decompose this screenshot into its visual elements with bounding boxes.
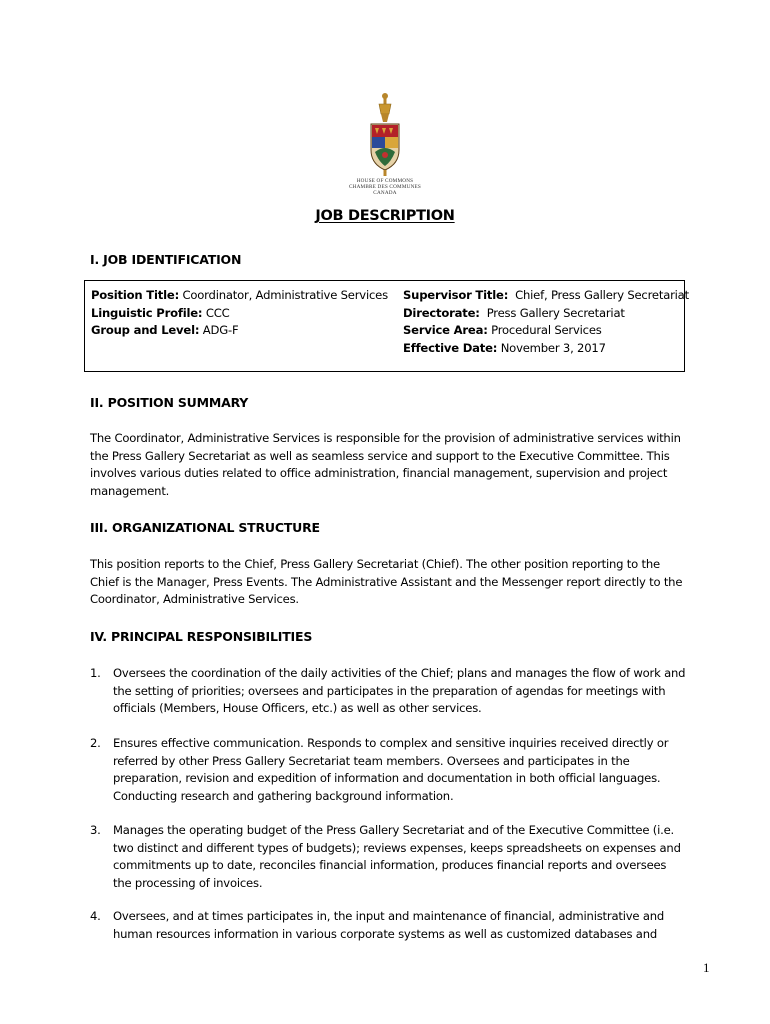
responsibility-item: 1. Oversees the coordination of the daily activities of the Chief; plans and manages the flow of work and the setting of priorities; oversees and participates in the preparation of agendas for meetings with officials (Members, House Officers, etc.) as well as other services.: [90, 666, 686, 715]
section-heading-principal-responsibilities: IV. PRINCIPAL RESPONSIBILITIES: [90, 629, 313, 644]
responsibility-item: 4. Oversees, and at times participates in, the input and maintenance of financial, administrative and human resources information in various corporate systems as well as customized databases and: [90, 909, 665, 941]
job-identification-box: [84, 280, 689, 372]
page-number: 1: [703, 960, 710, 975]
responsibility-item: 2. Ensures effective communication. Responds to complex and sensitive inquiries received directly or referred by other Press Gallery Secretariat team members. Oversees and participates in the preparation, revision and expedition of information and documentation in both official languages. Conducting research and gathering background information.: [90, 736, 669, 803]
crest: [345, 92, 425, 198]
service-area-row: Service Area: Procedural Services: [403, 323, 602, 337]
position-summary-text: The Coordinator, Administrative Services is responsible for the provision of administrative services within the Press Gallery Secretariat as well as seamless service and support to the Executive Committee. This involves various duties related to office administration, financial management, supervision and project management.: [90, 431, 681, 498]
identification-left-column: [91, 287, 388, 340]
house-of-commons-crest-icon: [365, 92, 405, 178]
directorate-row: Directorate: Press Gallery Secretariat: [403, 305, 625, 320]
section-heading-position-summary: II. POSITION SUMMARY: [90, 395, 249, 410]
group-level-row: Group and Level: ADG-F: [91, 323, 239, 337]
linguistic-profile-row: Linguistic Profile: CCC: [91, 305, 230, 320]
supervisor-title-row: Supervisor Title: Chief, Press Gallery Secretariat: [403, 288, 689, 302]
document-title: JOB DESCRIPTION: [315, 208, 455, 224]
position-title-row: Position Title: Coordinator, Administrative Services: [91, 288, 388, 302]
section-heading-job-identification: I. JOB IDENTIFICATION: [90, 252, 242, 267]
effective-date-row: Effective Date: November 3, 2017: [403, 340, 606, 355]
section-heading-organizational-structure: III. ORGANIZATIONAL STRUCTURE: [90, 520, 320, 535]
crest-caption: HOUSE OF COMMONS CHAMBRE DES COMMUNES CANADA: [348, 178, 422, 196]
responsibility-item: 3. Manages the operating budget of the Press Gallery Secretariat and of the Executive Committee (i.e. two distinct and different types of budgets); reviews expenses, keeps spreadsheets on expenses and commitments up to date, reconciles financial information, produces financial reports and oversees the processing of invoices.: [90, 823, 681, 890]
organizational-structure-text: This position reports to the Chief, Press Gallery Secretariat (Chief). The other position reporting to the Chief is the Manager, Press Events. The Administrative Assistant and the Messenger report directly to the Coordinator, Administrative Services.: [90, 557, 683, 606]
identification-right-column: [403, 287, 689, 357]
